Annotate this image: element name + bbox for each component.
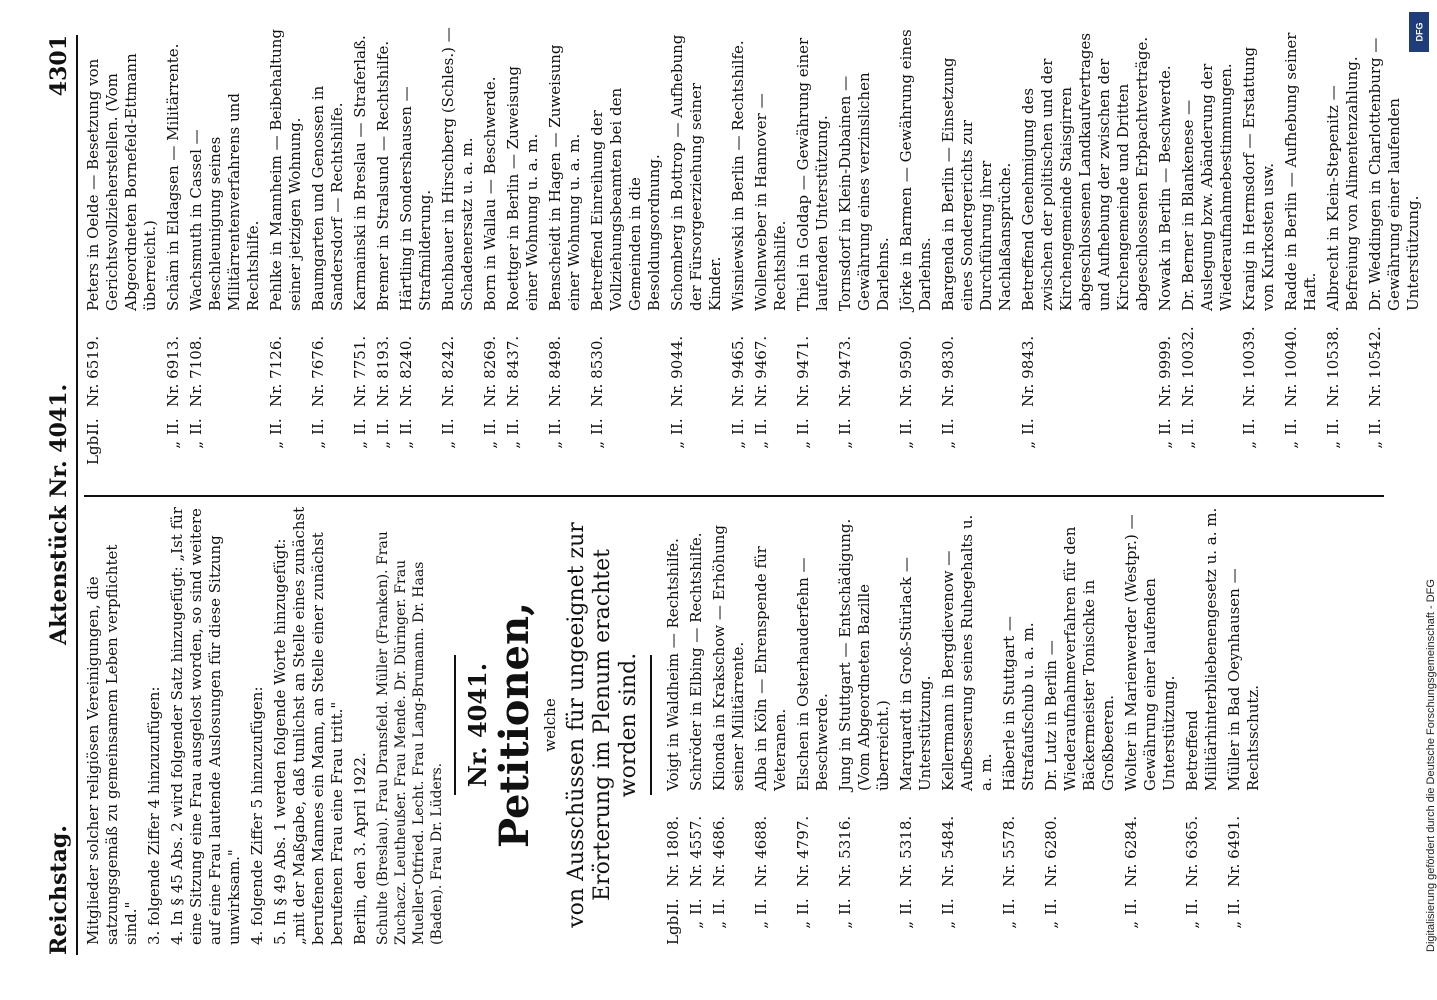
petition-marker: „ <box>668 441 686 449</box>
petition-row <box>1019 25 1152 465</box>
petition-number: Nr. 5318. <box>897 815 915 887</box>
petition-text: Schäm in Eldagsen — Militärrente. <box>164 43 182 311</box>
petition-row <box>897 25 935 465</box>
petition-marker: „ <box>897 921 915 929</box>
separator <box>454 655 456 795</box>
petition-register: II. <box>1282 418 1300 435</box>
petition-register: II. <box>1042 898 1060 915</box>
petition-row <box>1183 505 1221 945</box>
petition-list-left <box>664 505 1263 945</box>
petition-marker: „ <box>729 441 747 449</box>
petition-row <box>1122 505 1179 945</box>
petition-text: Jörke in Barmen — Gewährung eines Darlehns. <box>897 29 934 311</box>
petition-text: Elschen in Osterhauderfehn — Beschwerde. <box>794 557 831 791</box>
petition-marker: „ <box>1019 441 1037 449</box>
petition-text: Klionda in Krakschow — Erhöhung seiner Militärrente. <box>710 524 747 791</box>
petition-row <box>504 25 542 465</box>
petition-row <box>836 25 893 465</box>
petition-marker: Lgb. <box>664 911 682 945</box>
petition-marker: „ <box>752 441 770 449</box>
petition-marker: „ <box>374 441 392 449</box>
petition-register: II. <box>668 418 686 435</box>
petition-register: II. <box>1366 418 1384 435</box>
column-divider <box>84 495 1384 497</box>
petition-register: II. <box>1179 418 1197 435</box>
section-subtitle: von Ausschüssen für ungeeignet zur Erörterung im Plenum erachtet worden sind. <box>564 522 641 928</box>
petition-number: Nr. 9471. <box>794 335 812 407</box>
petition-text: Benscheidt in Hagen — Zuweisung einer Wohnung u. a. m. <box>546 44 583 311</box>
petition-register: II. <box>939 418 957 435</box>
petition-number: Nr. 9830. <box>939 335 957 407</box>
petition-row <box>664 505 683 945</box>
petition-number: Nr. 6365. <box>1183 815 1201 887</box>
petition-text: Peters in Oelde — Besetzung von Gerichtsvollzieherstellen. (Vom Abgeordneten Bornefeld-Ettmann überreicht.) <box>84 53 159 311</box>
petition-marker: „ <box>794 921 812 929</box>
petition-marker: „ <box>481 441 499 449</box>
petition-number: Nr. 5484. <box>939 815 957 887</box>
petition-number: Nr. 6491. <box>1225 815 1243 887</box>
petition-register: II. <box>939 898 957 915</box>
petition-register: II. <box>439 418 457 435</box>
page-header <box>40 35 78 955</box>
petition-number: Nr. 6913. <box>164 335 182 407</box>
petition-marker: „ <box>1179 441 1197 449</box>
petition-marker: „ <box>752 921 770 929</box>
petition-number: Nr. 6519. <box>84 335 102 407</box>
petition-row <box>729 25 748 465</box>
petition-marker: „ <box>546 441 564 449</box>
petition-row <box>836 505 893 945</box>
petition-text: Bargenda in Berlin — Einsetzung eines Sondergerichts zur Durchführung ihrer Nachlaßansprüche. <box>939 57 1014 311</box>
petition-number: Nr. 4686. <box>710 815 728 887</box>
document-number: Nr. 4041. <box>463 662 492 788</box>
petition-marker: „ <box>1042 921 1060 929</box>
petition-marker: „ <box>504 441 522 449</box>
petition-text: Nowak in Berlin — Beschwerde. <box>1156 65 1174 311</box>
petition-register: II. <box>546 418 564 435</box>
petition-text: Dr. Lutz in Berlin — Wiederaufnahmeverfahren für den Bäckermeister Tonischke in Großbeeren. <box>1042 526 1117 791</box>
petition-number: Nr. 9473. <box>836 335 854 407</box>
item-4a: 4. In § 45 Abs. 2 wird folgender Satz hinzugefügt: „Ist für eine Sitzung eine Frau ausgelost worden, so sind weitere auf eine Frau lautende Auslosungen für diese Sitzung unwirksam." <box>168 507 243 945</box>
petition-list-right <box>84 22 1424 465</box>
petition-text: Jung in Stuttgart — Entschädigung. (Vom Abgeordneten Bazille überreicht.) <box>836 518 892 791</box>
petition-register: II. <box>752 418 770 435</box>
petition-row <box>187 25 263 465</box>
petition-number: Nr. 7751. <box>351 335 369 407</box>
separator-2 <box>650 655 652 795</box>
right-column <box>84 22 1427 465</box>
petition-text: Häberle in Stuttgart — Strafaufschub u. a. m. <box>1000 616 1037 791</box>
petition-row <box>439 25 477 465</box>
petition-row <box>588 25 664 465</box>
petition-register: II. <box>729 418 747 435</box>
petition-marker: „ <box>1156 441 1174 449</box>
petition-row <box>1156 25 1175 465</box>
petition-row <box>1240 25 1278 465</box>
petition-row <box>1042 505 1118 945</box>
petition-text: Radde in Berlin — Aufhebung seiner Haft. <box>1282 32 1319 311</box>
petition-row <box>351 25 370 465</box>
petition-row <box>546 25 584 465</box>
petition-text: Buchbauer in Hirschberg (Schles.) — Schadenersatz u. a. m. <box>439 27 476 311</box>
digitization-credit <box>1409 12 1437 972</box>
petition-register: II. <box>1240 418 1258 435</box>
petition-row <box>687 505 706 945</box>
item-3: 3. folgende Ziffer 4 hinzuzufügen: <box>145 686 163 945</box>
petition-number: Nr. 10542. <box>1366 326 1384 407</box>
petition-register: II. <box>397 418 415 435</box>
petition-number: Nr. 8498. <box>546 335 564 407</box>
petition-register: II. <box>897 898 915 915</box>
petition-number: Nr. 9465. <box>729 335 747 407</box>
petition-register: II. <box>1183 898 1201 915</box>
petition-number: Nr. 9590. <box>897 335 915 407</box>
petition-row <box>794 505 832 945</box>
petition-row <box>1000 505 1038 945</box>
petition-marker: „ <box>439 441 457 449</box>
petition-marker: Lgb. <box>84 431 102 465</box>
petition-number: Nr. 7676. <box>309 335 327 407</box>
petition-register: II. <box>164 418 182 435</box>
petition-marker: „ <box>939 441 957 449</box>
petition-marker: „ <box>1282 441 1300 449</box>
petition-text: Roettger in Berlin — Zuweisung einer Wohnung u. a. m. <box>504 66 541 311</box>
petition-row <box>752 25 790 465</box>
petition-register: II. <box>1000 898 1018 915</box>
petition-number: Nr. 8240. <box>397 335 415 407</box>
petition-text: Bremer in Stralsund — Rechtshilfe. <box>374 40 392 311</box>
petition-text: Voigt in Waldheim — Rechtshilfe. <box>664 538 682 791</box>
petition-marker: „ <box>187 441 205 449</box>
petition-marker: „ <box>1225 921 1243 929</box>
petition-marker: „ <box>1366 441 1384 449</box>
signers: Schulte (Breslau). Frau Dransfeld. Müller (Franken). Frau Zuchacz. Leutheußer. Frau Mende. Dr. Düringer. Frau Mueller-Otfried. Lecht. Frau Lang-Brumann. Dr. Haas (Baden). Frau Dr. Lüders. <box>375 531 445 945</box>
petition-marker: „ <box>897 441 915 449</box>
petition-text: Betreffend Einreihung der Vollziehungsbeamten bei den Gemeinden in die Besoldungsordnung. <box>588 87 663 311</box>
petition-row <box>939 505 996 945</box>
credit-text: Digitalisierung gefördert durch die Deutsche Forschungsgemeinschaft - DFG <box>1425 579 1437 952</box>
petition-text: Alba in Köln — Ehrenspende für Veteranen. <box>752 546 789 791</box>
petition-row <box>1282 25 1320 465</box>
petition-row <box>1225 505 1263 945</box>
petition-text: Kranig in Hermsdorf — Erstattung von Kurkosten usw. <box>1240 46 1277 311</box>
petition-marker: „ <box>836 441 854 449</box>
petition-number: Nr. 8437. <box>504 335 522 407</box>
petition-marker: „ <box>1240 441 1258 449</box>
petition-text: Schomberg in Bottrop — Aufhebung der Fürsorgeerziehung seiner Kinder. <box>668 34 724 311</box>
petition-marker: „ <box>710 921 728 929</box>
petition-row <box>710 505 748 945</box>
petition-text: Wollenweber in Hannover — Rechtshilfe. <box>752 93 789 311</box>
petition-row <box>84 25 160 465</box>
petition-text: Baumgarten und Genossen in Sandersdorf — Rechtshilfe. <box>309 85 346 311</box>
petition-register: II. <box>374 418 392 435</box>
petition-number: Nr. 10039. <box>1240 326 1258 407</box>
petition-number: Nr. 5578. <box>1000 815 1018 887</box>
left-column <box>84 505 1267 945</box>
petition-marker: „ <box>164 441 182 449</box>
petition-text: Albrecht in Klein-Stepenitz — Befreiung von Alimentenzahlung. <box>1324 56 1361 311</box>
petition-register: II. <box>267 418 285 435</box>
petition-register: II. <box>84 418 102 435</box>
petition-register: II. <box>1324 418 1342 435</box>
petition-text: Müller in Bad Oeynhausen — Rechtsschutz. <box>1225 568 1262 791</box>
petition-register: II. <box>1156 418 1174 435</box>
petition-number: Nr. 9044. <box>668 335 686 407</box>
petition-register: II. <box>687 898 705 915</box>
petition-text: Schröder in Elbing — Rechtshilfe. <box>687 532 705 791</box>
petition-marker: „ <box>939 921 957 929</box>
petition-marker: „ <box>309 441 327 449</box>
petition-number: Nr. 9999. <box>1156 335 1174 407</box>
petition-text: Wachsmuth in Cassel — Beschleunigung seines Militärrentenverfahrens und Rechtshilfe. <box>187 93 262 311</box>
header-middle: Aktenstück Nr. 4041. <box>46 383 72 645</box>
petition-marker: „ <box>267 441 285 449</box>
petition-number: Nr. 10538. <box>1324 326 1342 407</box>
petition-register: II. <box>1019 418 1037 435</box>
petition-row <box>752 505 790 945</box>
petition-number: Nr. 4557. <box>687 815 705 887</box>
petition-marker: „ <box>687 921 705 929</box>
petition-number: Nr. 1808. <box>664 815 682 887</box>
petition-text: Dr. Berner in Blankenese — Auslegung bzw. Abänderung der Wiederaufnahmebestimmungen. <box>1179 63 1235 311</box>
petition-marker: „ <box>836 921 854 929</box>
petition-row <box>397 25 435 465</box>
petition-text: Härtling in Sondershausen — Strafmilderung. <box>397 86 434 311</box>
petition-number: Nr. 8242. <box>439 335 457 407</box>
item-4: 4. folgende Ziffer 5 hinzuzufügen: <box>248 686 266 945</box>
petition-number: Nr. 6284. <box>1122 815 1140 887</box>
petition-row <box>481 25 500 465</box>
petition-register: II. <box>710 898 728 915</box>
petition-register: II. <box>504 418 522 435</box>
petition-register: II. <box>309 418 327 435</box>
petition-text: Betreffend Militärhinterbliebenengesetz u. a. m. <box>1183 507 1220 791</box>
petition-number: Nr. 8269. <box>481 335 499 407</box>
petition-number: Nr. 9843. <box>1019 335 1037 407</box>
petition-text: Born in Wallau — Beschwerde. <box>481 76 499 311</box>
petition-text: Marquardt in Groß-Stürlack — Unterstützung. <box>897 557 934 791</box>
petition-number: Nr. 4797. <box>794 815 812 887</box>
petition-number: Nr. 4688. <box>752 815 770 887</box>
petition-number: Nr. 7126. <box>267 335 285 407</box>
petition-text: Betreffend Genehmigung des zwischen der politischen und der Kirchengemeinde Staisgirren abgeschlossenen Landkaufvertrages und Aufhebung der zwischen der Kirchengemeinde und Dritten abgeschlossenen Erbpachtverträge. <box>1019 32 1151 311</box>
petition-text: Karmainski in Breslau — Straferlaß. <box>351 35 369 311</box>
petition-register: II. <box>588 418 606 435</box>
petition-register: II. <box>1122 898 1140 915</box>
petition-number: Nr. 8193. <box>374 335 392 407</box>
petition-register: II. <box>187 418 205 435</box>
petition-row <box>374 25 393 465</box>
petition-number: Nr. 10040. <box>1282 326 1300 407</box>
petition-number: Nr. 9467. <box>752 335 770 407</box>
petition-row <box>668 25 725 465</box>
intro-text: Mitglieder solcher religiösen Vereinigungen, die satzungsgemäß zu gemeinsamem Leben verpflichtet sind." <box>84 544 140 945</box>
petition-register: II. <box>752 898 770 915</box>
petition-row <box>1179 25 1236 465</box>
petition-marker: „ <box>1122 921 1140 929</box>
petition-register: II. <box>1225 898 1243 915</box>
petition-row <box>309 25 347 465</box>
petition-row <box>1324 25 1362 465</box>
petition-register: II. <box>351 418 369 435</box>
dfg-logo-text: DFG <box>1414 22 1424 42</box>
header-left: Reichstag. <box>46 825 72 955</box>
petition-marker: „ <box>1183 921 1201 929</box>
petition-register: II. <box>794 898 812 915</box>
petition-text: Thiel in Goldap — Gewährung einer laufenden Unterstützung. <box>794 37 831 311</box>
petition-marker: „ <box>1000 921 1018 929</box>
petition-register: II. <box>481 418 499 435</box>
petition-register: II. <box>836 418 854 435</box>
petition-register: II. <box>664 898 682 915</box>
petition-number: Nr. 10032. <box>1179 326 1197 407</box>
petition-row <box>267 25 305 465</box>
petition-number: Nr. 6280. <box>1042 815 1060 887</box>
petition-text: Tornsdorf in Klein-Dubainen — Gewährung eines verzinslichen Darlehns. <box>836 72 892 311</box>
petition-number: Nr. 5316. <box>836 815 854 887</box>
section-title: Petitionen, <box>491 602 538 849</box>
petition-text: Wolter in Marienwerder (Westpr.) — Gewährung einer laufenden Unterstützung. <box>1122 514 1178 791</box>
petition-text: Dr. Weddingen in Charlottenburg — Gewährung einer laufenden Unterstützung. <box>1366 37 1422 311</box>
date-line: Berlin, den 3. April 1922. <box>351 752 369 945</box>
petition-marker: „ <box>588 441 606 449</box>
petition-text: Kellermann in Bergdievenow — Aufbesserung seines Ruhegehalts u. a. m. <box>939 514 995 791</box>
petition-marker: „ <box>794 441 812 449</box>
petition-number: Nr. 7108. <box>187 335 205 407</box>
petition-marker: „ <box>351 441 369 449</box>
petition-row <box>897 505 935 945</box>
petition-row <box>164 25 183 465</box>
petition-marker: „ <box>397 441 415 449</box>
petition-row <box>939 25 1015 465</box>
item-5: 5. In § 49 Abs. 1 werden folgende Worte hinzugefügt: „mit der Maßgabe, daß tunlichst an Stelle eines zunächst berufenen Mannes ein Mann, an Stelle einer zunächst berufenen Frau eine Frau tritt." <box>271 506 346 945</box>
petition-number: Nr. 8530. <box>588 335 606 407</box>
page-number: 4301 <box>46 35 72 97</box>
petition-register: II. <box>897 418 915 435</box>
petition-register: II. <box>836 898 854 915</box>
petition-text: Wisniewski in Berlin — Rechtshilfe. <box>729 40 747 311</box>
petition-row <box>794 25 832 465</box>
petition-marker: „ <box>1324 441 1342 449</box>
welche-label: welche <box>541 698 559 752</box>
petition-register: II. <box>794 418 812 435</box>
petition-text: Pehlke in Mannheim — Beibehaltung seiner jetzigen Wohnung. <box>267 29 304 311</box>
